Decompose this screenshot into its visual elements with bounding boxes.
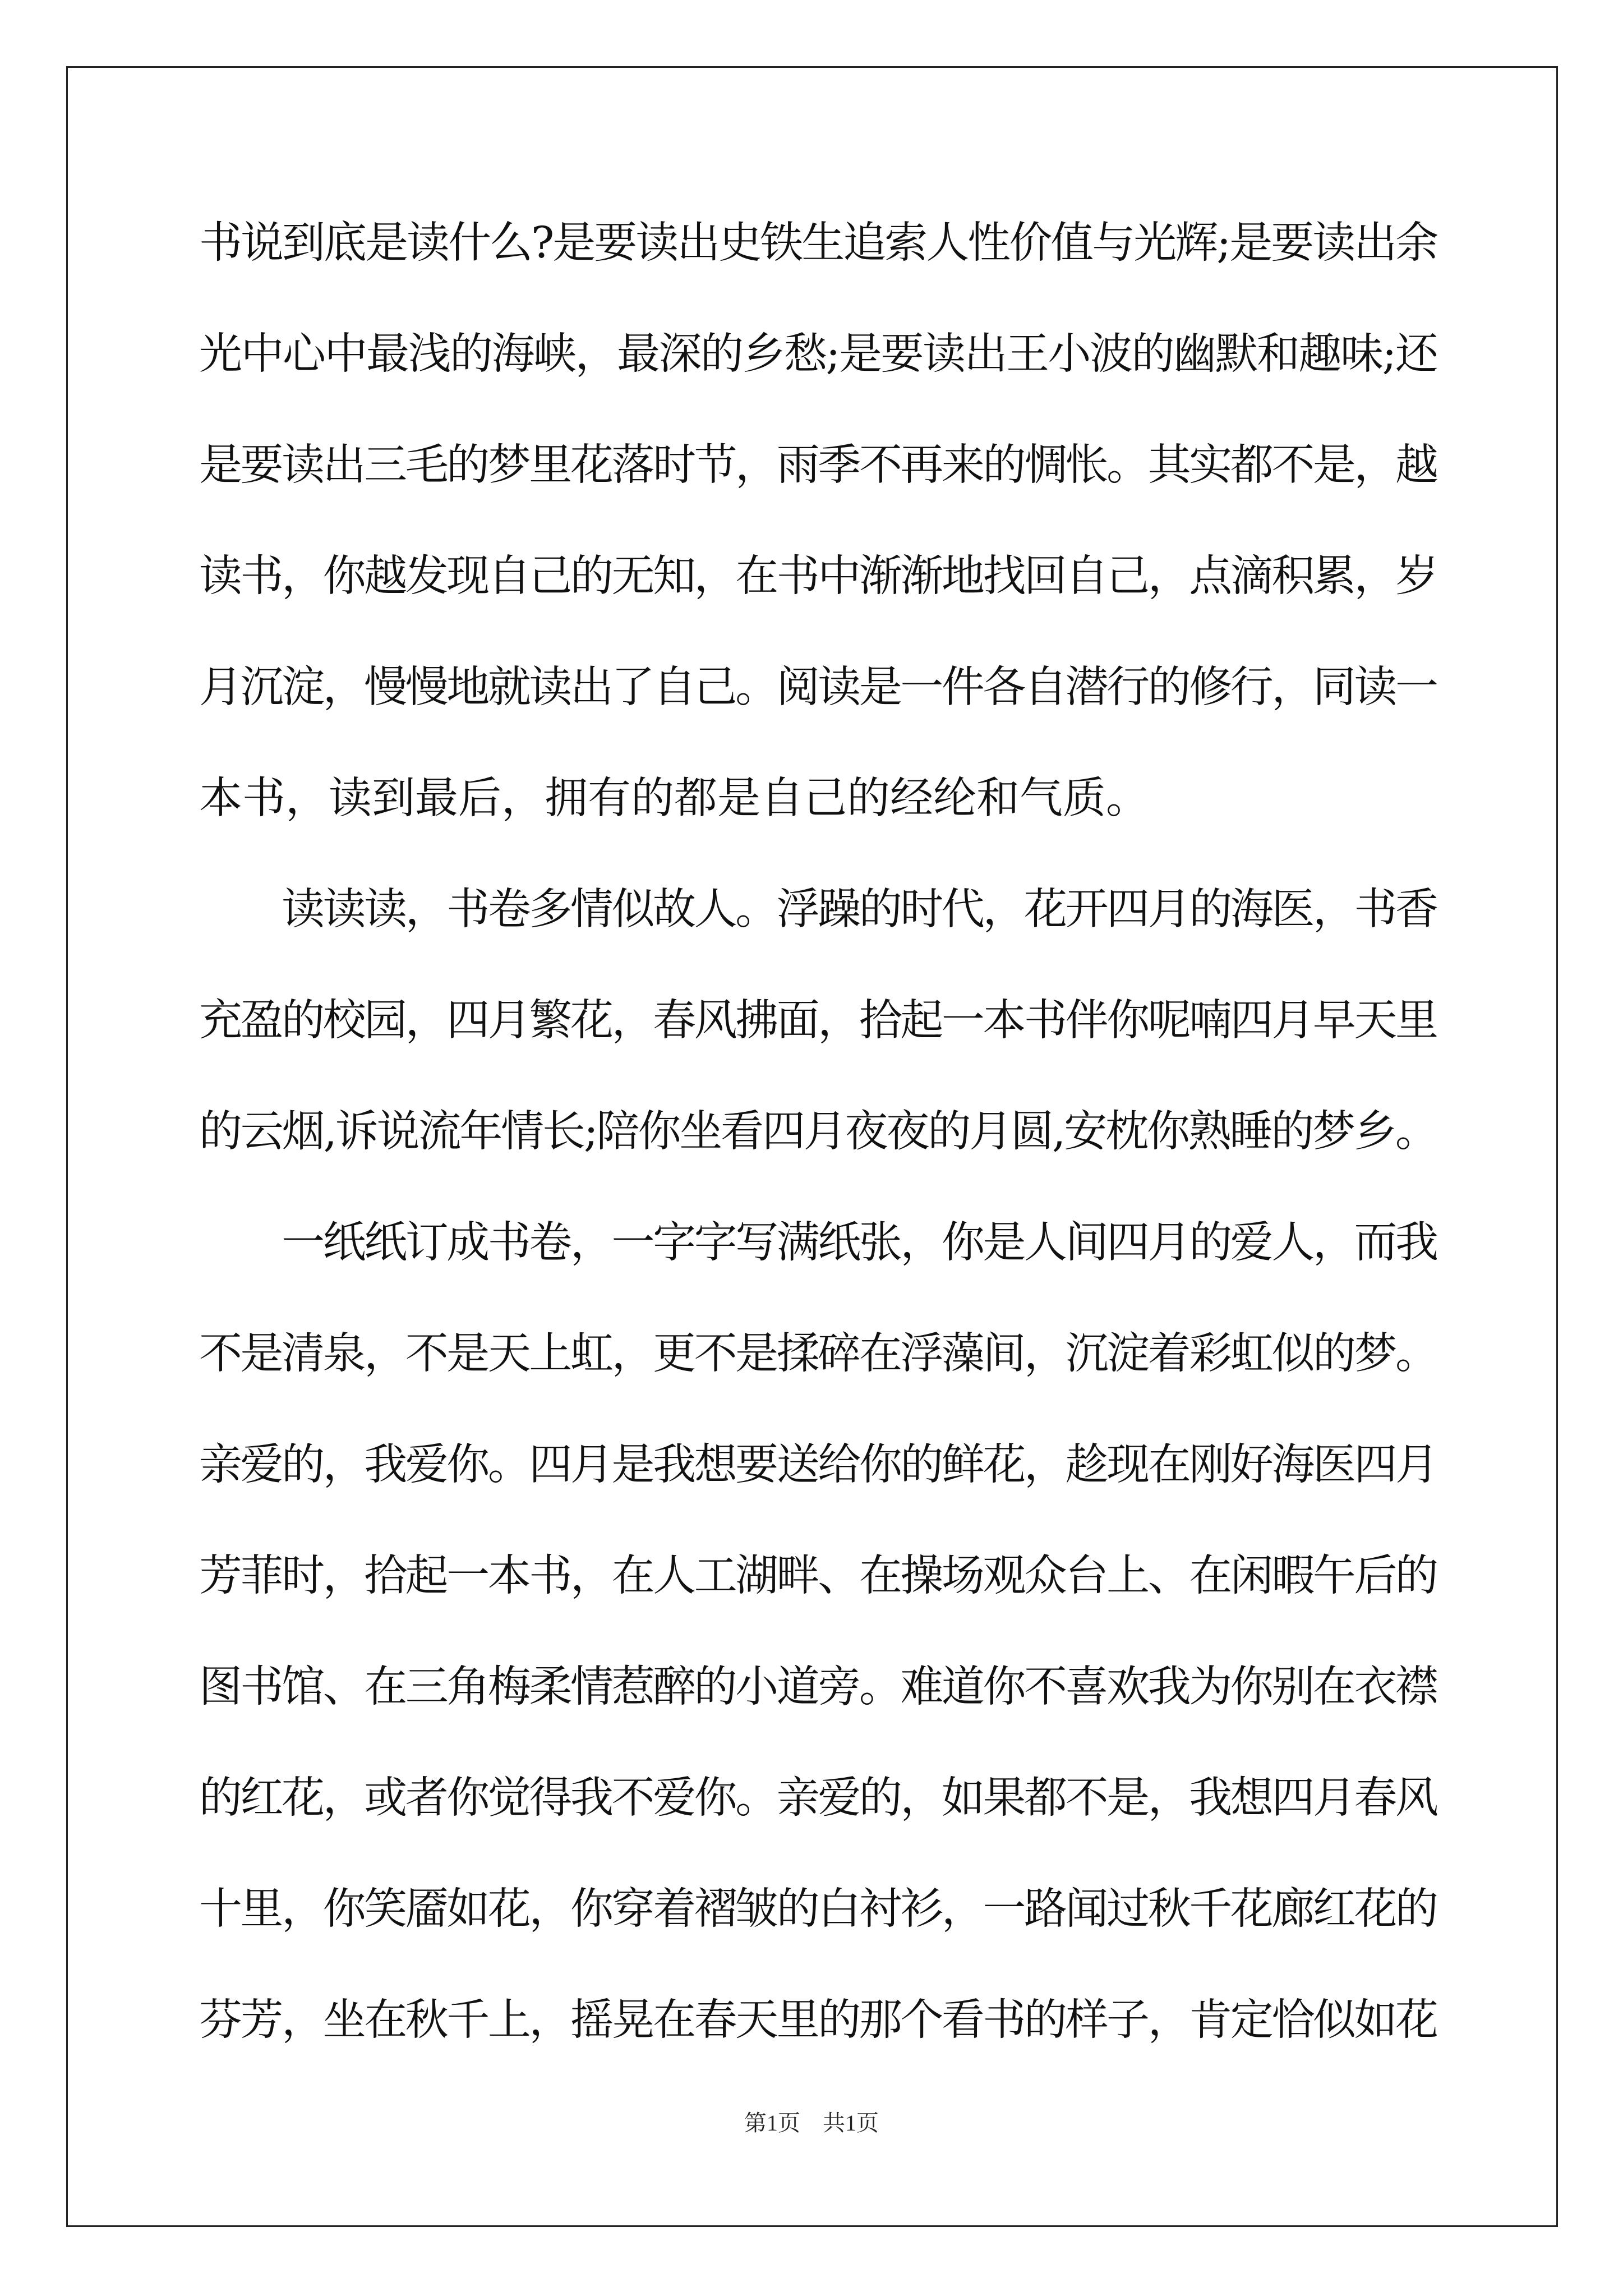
text-line: 芬芳，坐在秋千上，摇晃在春天里的那个看书的样子，肯定恰似如花 [199, 1995, 1437, 2045]
text-line: 不是清泉，不是天上虹，更不是揉碎在浮藻间，沉淀着彩虹似的梦。 [199, 1329, 1437, 1379]
text-line: 芳菲时，拾起一本书，在人工湖畔、在操场观众台上、在闲暇午后的 [199, 1551, 1437, 1601]
page-number-footer: 第1页 共1页 [744, 2110, 879, 2136]
text-line: 的红花，或者你觉得我不爱你。亲爱的，如果都不是，我想四月春风 [199, 1773, 1437, 1823]
text-line: 读书，你越发现自己的无知，在书中渐渐地找回自己，点滴积累，岁 [199, 551, 1437, 601]
text-line: 的云烟,诉说流年情长;陪你坐看四月夜夜的月圆,安枕你熟睡的梦乡。 [199, 1107, 1437, 1157]
text-line: 是要读出三毛的梦里花落时节，雨季不再来的惆怅。其实都不是，越 [199, 440, 1437, 490]
text-line: 图书馆、在三角梅柔情惹醉的小道旁。难道你不喜欢我为你别在衣襟 [199, 1662, 1437, 1712]
text-line: 月沉淀，慢慢地就读出了自己。阅读是一件各自潜行的修行，同读一 [199, 662, 1437, 712]
text-line: 光中心中最浅的海峡，最深的乡愁;是要读出王小波的幽默和趣味;还 [199, 329, 1437, 379]
text-line: 书说到底是读什么?是要读出史铁生追索人性价值与光辉;是要读出余 [199, 218, 1437, 268]
text-line: 十里，你笑靥如花，你穿着褶皱的白衬衫，一路闻过秋千花廊红花的 [199, 1884, 1437, 1934]
document-body [199, 218, 1438, 2110]
text-line: 一纸纸订成书卷，一字字写满纸张，你是人间四月的爱人，而我 [199, 1218, 1437, 1268]
text-line: 读读读，书卷多情似故人。浮躁的时代，花开四月的海医，书香 [199, 885, 1437, 935]
text-line: 亲爱的，我爱你。四月是我想要送给你的鲜花，趁现在刚好海医四月 [199, 1440, 1437, 1490]
text-line: 本书，读到最后，拥有的都是自己的经纶和气质。 [199, 774, 1149, 823]
text-line: 充盈的校园，四月繁花，春风拂面，拾起一本书伴你呢喃四月早天里 [199, 996, 1437, 1046]
